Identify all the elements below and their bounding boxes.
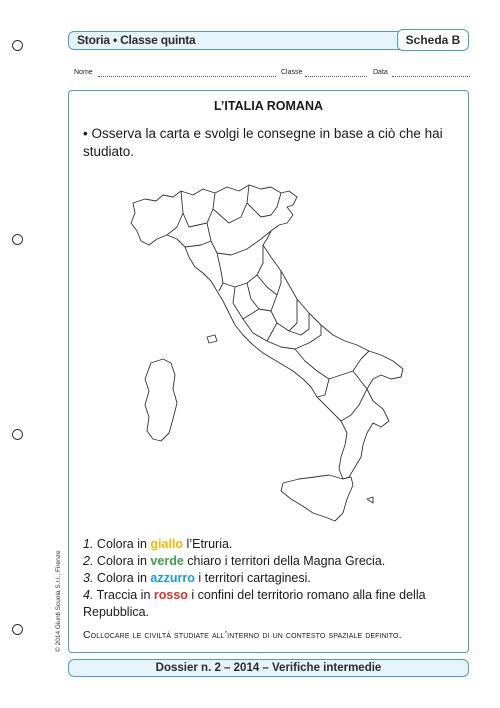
sardinia-outline <box>145 359 177 441</box>
learning-objective: Collocare le civiltà studiate all’interno di un contesto spaziale definito. <box>83 629 402 641</box>
binder-hole-upper <box>12 234 23 245</box>
nome-label: Nome <box>74 69 93 76</box>
binder-hole-bottom <box>12 624 23 635</box>
sicily-outline <box>281 475 353 521</box>
binder-hole-lower <box>12 429 23 440</box>
color-word-rosso: rosso <box>153 588 188 602</box>
task-item: 3. Colora in azzurro i territori cartaginesi. <box>83 571 311 585</box>
copyright-notice: © 2014 Giunti Scuola S.r.l., Firenze <box>55 550 62 652</box>
data-field[interactable] <box>392 76 470 77</box>
nome-field[interactable] <box>98 76 276 77</box>
footer-bar: Dossier n. 2 – 2014 – Verifiche intermedie <box>68 659 469 677</box>
italy-mainland-outline <box>131 185 403 479</box>
worksheet-title: L’ITALIA ROMANA <box>213 99 323 113</box>
classe-label: Classe <box>281 69 303 76</box>
color-word-azzurro: azzurro <box>150 571 195 585</box>
scheda-label: Scheda B <box>397 29 469 51</box>
data-label: Data <box>373 69 388 76</box>
binder-hole-top <box>12 40 23 51</box>
color-word-verde: verde <box>150 554 184 568</box>
color-word-giallo: giallo <box>150 537 184 551</box>
italy-map <box>111 183 429 529</box>
worksheet-box <box>68 90 469 653</box>
task-item: 4. Traccia in rosso i confini del territorio romano alla fine della Repubblica. <box>83 588 426 619</box>
task-list <box>83 536 463 621</box>
instruction-text: • Osserva la carta e svolgi le consegne in base a ciò che hai studiato. <box>83 126 443 159</box>
subject-class-title: Storia • Classe quinta <box>77 33 196 47</box>
task-item: 2. Colora in verde chiaro i territori della Magna Grecia. <box>83 554 386 568</box>
task-item: 1. Colora in giallo l’Etruria. <box>83 537 233 551</box>
header-bar <box>68 31 469 50</box>
classe-field[interactable] <box>305 76 367 77</box>
